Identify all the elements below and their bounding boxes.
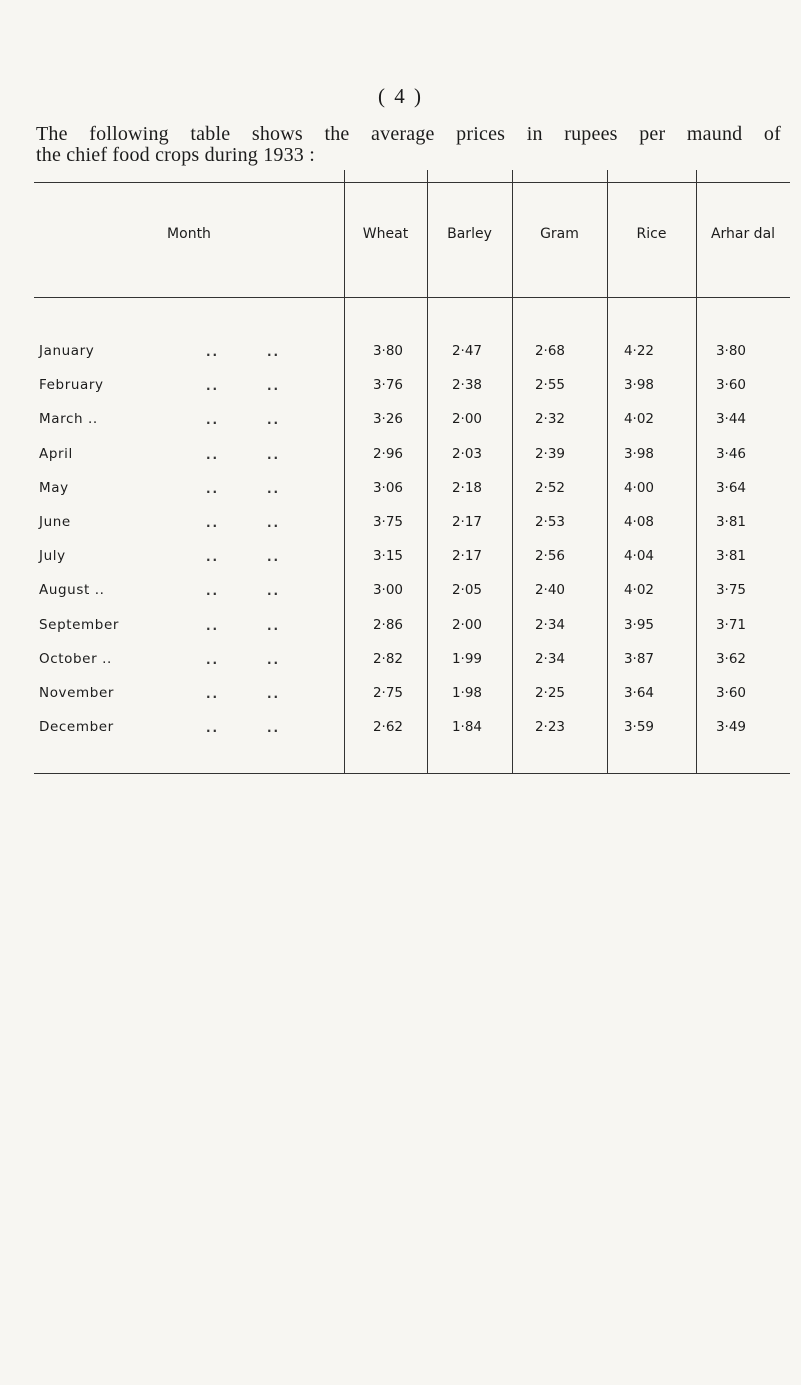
rice-price-cell: 3·59 xyxy=(623,719,654,735)
month-cell: November xyxy=(39,685,115,701)
leader-dots: .. xyxy=(206,584,220,598)
gram-price-cell: 2·40 xyxy=(534,582,565,598)
rice-price-cell: 3·95 xyxy=(623,617,654,633)
column-divider xyxy=(696,170,697,774)
leader-dots: .. xyxy=(206,516,220,530)
wheat-price-cell: 3·76 xyxy=(372,377,403,393)
rice-price-cell: 4·04 xyxy=(623,548,654,564)
arhar-dal-price-cell: 3·81 xyxy=(715,548,746,564)
wheat-price-cell: 3·06 xyxy=(372,480,403,496)
column-divider xyxy=(607,170,608,774)
barley-price-cell: 1·98 xyxy=(451,685,482,701)
month-cell: October .. xyxy=(39,651,112,667)
leader-dots: .. xyxy=(206,550,220,564)
month-cell: July xyxy=(39,548,66,564)
column-divider xyxy=(427,170,428,774)
leader-dots: .. xyxy=(267,482,281,496)
month-cell: January xyxy=(39,343,95,359)
month-cell: September xyxy=(39,617,120,633)
gram-price-cell: 2·34 xyxy=(534,617,565,633)
gram-price-cell: 2·32 xyxy=(534,411,565,427)
wheat-price-cell: 3·75 xyxy=(372,514,403,530)
leader-dots: .. xyxy=(206,379,220,393)
rice-price-cell: 4·02 xyxy=(623,411,654,427)
barley-price-cell: 2·47 xyxy=(451,343,482,359)
leader-dots: .. xyxy=(267,448,281,462)
intro-paragraph xyxy=(36,124,781,166)
leader-dots: .. xyxy=(206,687,220,701)
wheat-price-cell: 2·86 xyxy=(372,617,403,633)
wheat-price-cell: 3·00 xyxy=(372,582,403,598)
leader-dots: .. xyxy=(206,619,220,633)
rice-price-cell: 4·02 xyxy=(623,582,654,598)
rice-price-cell: 4·08 xyxy=(623,514,654,530)
barley-price-cell: 1·99 xyxy=(451,651,482,667)
wheat-price-cell: 3·80 xyxy=(372,343,403,359)
arhar-dal-price-cell: 3·80 xyxy=(715,343,746,359)
wheat-price-cell: 2·62 xyxy=(372,719,403,735)
wheat-price-cell: 2·96 xyxy=(372,446,403,462)
leader-dots: .. xyxy=(206,413,220,427)
month-cell: February xyxy=(39,377,104,393)
month-cell: May xyxy=(39,480,69,496)
header-barley: Barley xyxy=(447,226,492,242)
leader-dots: .. xyxy=(267,345,281,359)
barley-price-cell: 1·84 xyxy=(451,719,482,735)
leader-dots: .. xyxy=(206,345,220,359)
wheat-price-cell: 2·82 xyxy=(372,651,403,667)
wheat-price-cell: 3·15 xyxy=(372,548,403,564)
header-gram: Gram xyxy=(540,226,579,242)
arhar-dal-price-cell: 3·60 xyxy=(715,685,746,701)
barley-price-cell: 2·17 xyxy=(451,548,482,564)
gram-price-cell: 2·39 xyxy=(534,446,565,462)
table-bottom-rule xyxy=(34,773,790,774)
arhar-dal-price-cell: 3·64 xyxy=(715,480,746,496)
gram-price-cell: 2·34 xyxy=(534,651,565,667)
leader-dots: .. xyxy=(206,482,220,496)
leader-dots: .. xyxy=(267,584,281,598)
leader-dots: .. xyxy=(267,516,281,530)
leader-dots: .. xyxy=(206,721,220,735)
intro-line-1: The following table shows the average prices in rupees per maund of xyxy=(36,123,781,145)
intro-line-2: the chief food crops during 1933 : xyxy=(36,144,315,166)
rice-price-cell: 4·22 xyxy=(623,343,654,359)
rice-price-cell: 3·87 xyxy=(623,651,654,667)
arhar-dal-price-cell: 3·44 xyxy=(715,411,746,427)
arhar-dal-price-cell: 3·62 xyxy=(715,651,746,667)
barley-price-cell: 2·38 xyxy=(451,377,482,393)
arhar-dal-price-cell: 3·81 xyxy=(715,514,746,530)
arhar-dal-price-cell: 3·71 xyxy=(715,617,746,633)
arhar-dal-price-cell: 3·75 xyxy=(715,582,746,598)
wheat-price-cell: 3·26 xyxy=(372,411,403,427)
leader-dots: .. xyxy=(206,653,220,667)
column-divider xyxy=(344,170,345,774)
barley-price-cell: 2·03 xyxy=(451,446,482,462)
gram-price-cell: 2·56 xyxy=(534,548,565,564)
arhar-dal-price-cell: 3·49 xyxy=(715,719,746,735)
header-bottom-rule xyxy=(34,297,790,298)
gram-price-cell: 2·53 xyxy=(534,514,565,530)
arhar-dal-price-cell: 3·60 xyxy=(715,377,746,393)
table-top-rule xyxy=(34,182,790,183)
leader-dots: .. xyxy=(267,550,281,564)
barley-price-cell: 2·00 xyxy=(451,411,482,427)
leader-dots: .. xyxy=(267,687,281,701)
rice-price-cell: 3·64 xyxy=(623,685,654,701)
month-cell: August .. xyxy=(39,582,105,598)
leader-dots: .. xyxy=(267,619,281,633)
leader-dots: .. xyxy=(206,448,220,462)
arhar-dal-price-cell: 3·46 xyxy=(715,446,746,462)
month-cell: April xyxy=(39,446,73,462)
leader-dots: .. xyxy=(267,379,281,393)
header-rice: Rice xyxy=(636,226,667,242)
page-number: ( 4 ) xyxy=(378,84,423,108)
month-cell: December xyxy=(39,719,114,735)
month-cell: June xyxy=(39,514,71,530)
leader-dots: .. xyxy=(267,653,281,667)
rice-price-cell: 3·98 xyxy=(623,377,654,393)
gram-price-cell: 2·25 xyxy=(534,685,565,701)
gram-price-cell: 2·52 xyxy=(534,480,565,496)
rice-price-cell: 4·00 xyxy=(623,480,654,496)
barley-price-cell: 2·17 xyxy=(451,514,482,530)
barley-price-cell: 2·18 xyxy=(451,480,482,496)
rice-price-cell: 3·98 xyxy=(623,446,654,462)
gram-price-cell: 2·55 xyxy=(534,377,565,393)
header-month: Month xyxy=(167,226,211,242)
barley-price-cell: 2·00 xyxy=(451,617,482,633)
gram-price-cell: 2·23 xyxy=(534,719,565,735)
leader-dots: .. xyxy=(267,721,281,735)
header-wheat: Wheat xyxy=(362,226,409,242)
gram-price-cell: 2·68 xyxy=(534,343,565,359)
month-cell: March .. xyxy=(39,411,98,427)
barley-price-cell: 2·05 xyxy=(451,582,482,598)
header-arhar-dal: Arhar dal xyxy=(710,226,776,242)
wheat-price-cell: 2·75 xyxy=(372,685,403,701)
column-divider xyxy=(512,170,513,774)
leader-dots: .. xyxy=(267,413,281,427)
